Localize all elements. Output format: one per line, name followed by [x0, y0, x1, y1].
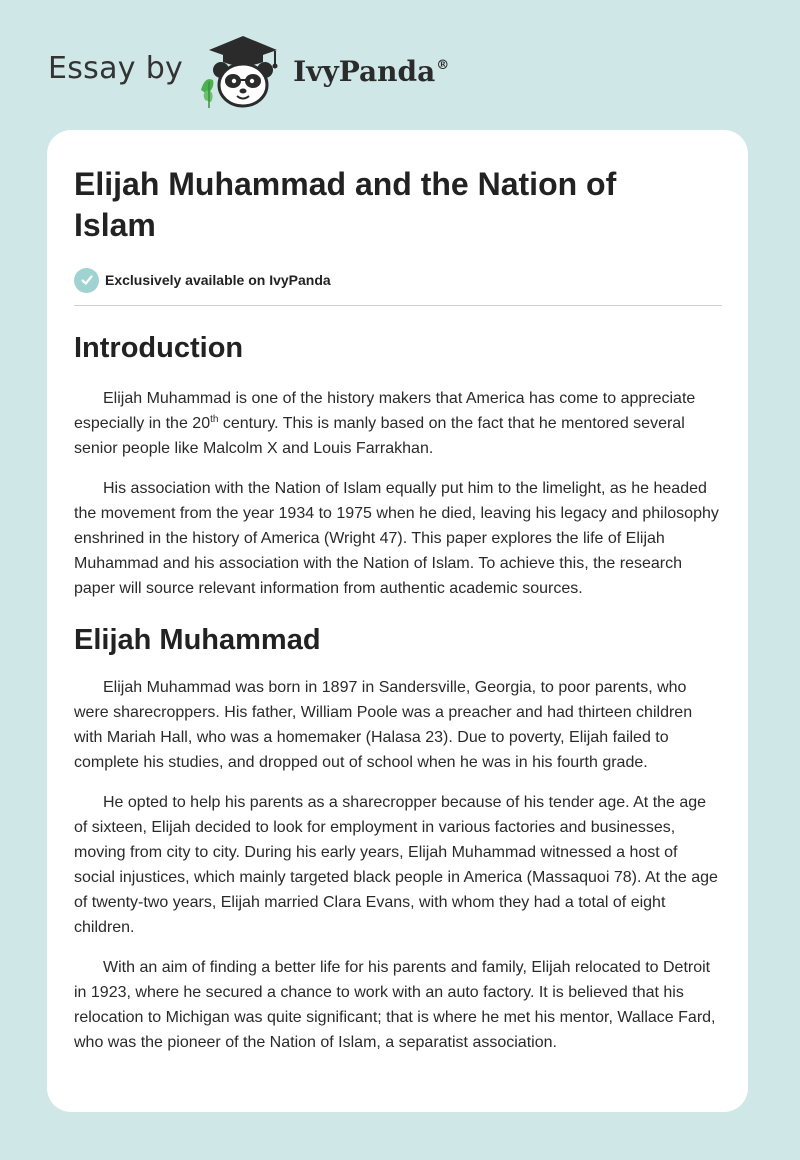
checkmark-icon — [74, 268, 99, 293]
brand-prefix: Essay by — [48, 50, 184, 86]
section-heading: Introduction — [74, 332, 244, 364]
paragraph: His association with the Nation of Islam equally put him to the limelight, as he headed the movement from the year 1934 to 1975 when he died, leaving his legacy and philosophy enshrined in the history of America (Wright 47). This paper explores the life of Elijah Muhammad and his association with the Nation of Islam. To achieve this, the research paper will source relevant information from authentic academic sources. — [74, 480, 719, 597]
divider — [74, 305, 722, 306]
section-introduction — [74, 330, 722, 601]
registered-mark: ® — [436, 57, 450, 73]
exclusive-badge — [74, 267, 722, 293]
site-header — [48, 30, 449, 110]
paragraph: Elijah Muhammad was born in 1897 in Sandersville, Georgia, to poor parents, who were sharecroppers. His father, William Poole was a preacher and had thirteen children with Mariah Hall, who was a homemaker (Halasa 23). Due to poverty, Elijah failed to complete his studies, and dropped out of school when he was in his fourth grade. — [74, 679, 693, 771]
brand-name[interactable]: IvyPanda® — [293, 54, 450, 88]
paragraph: With an aim of finding a better life for his parents and family, Elijah relocated to Detroit in 1923, where he secured a chance to work with an auto factory. It is believed that his relocation to Michigan was quite significant; that is where he met his mentor, Wallace Fard, who was the pioneer of the Nation of Islam, a separatist association. — [74, 959, 716, 1051]
article-card — [47, 130, 748, 1112]
paragraph: Elijah Muhammad is one of the history makers that America has come to appreciate especially in the 20th century. This is manly based on the fact that he mentored several senior people like Malcolm X and Louis Farrakhan. — [74, 390, 696, 457]
section-elijah-muhammad — [74, 622, 722, 1055]
article-title: Elijah Muhammad and the Nation of Islam — [74, 166, 617, 243]
paragraph: He opted to help his parents as a sharecropper because of his tender age. At the age of sixteen, Elijah decided to look for employment in various factories and businesses, moving from city to city. During his early years, Elijah Muhammad witnessed a host of social injustices, which mainly targeted black people in America (Massaquoi 78). At the age of twenty-two years, Elijah married Clara Evans, with whom they had a total of eight children. — [74, 794, 718, 936]
section-heading: Elijah Muhammad — [74, 624, 321, 656]
badge-text: Exclusively available on IvyPanda — [105, 272, 331, 288]
ivypanda-logo-icon[interactable] — [197, 30, 289, 110]
